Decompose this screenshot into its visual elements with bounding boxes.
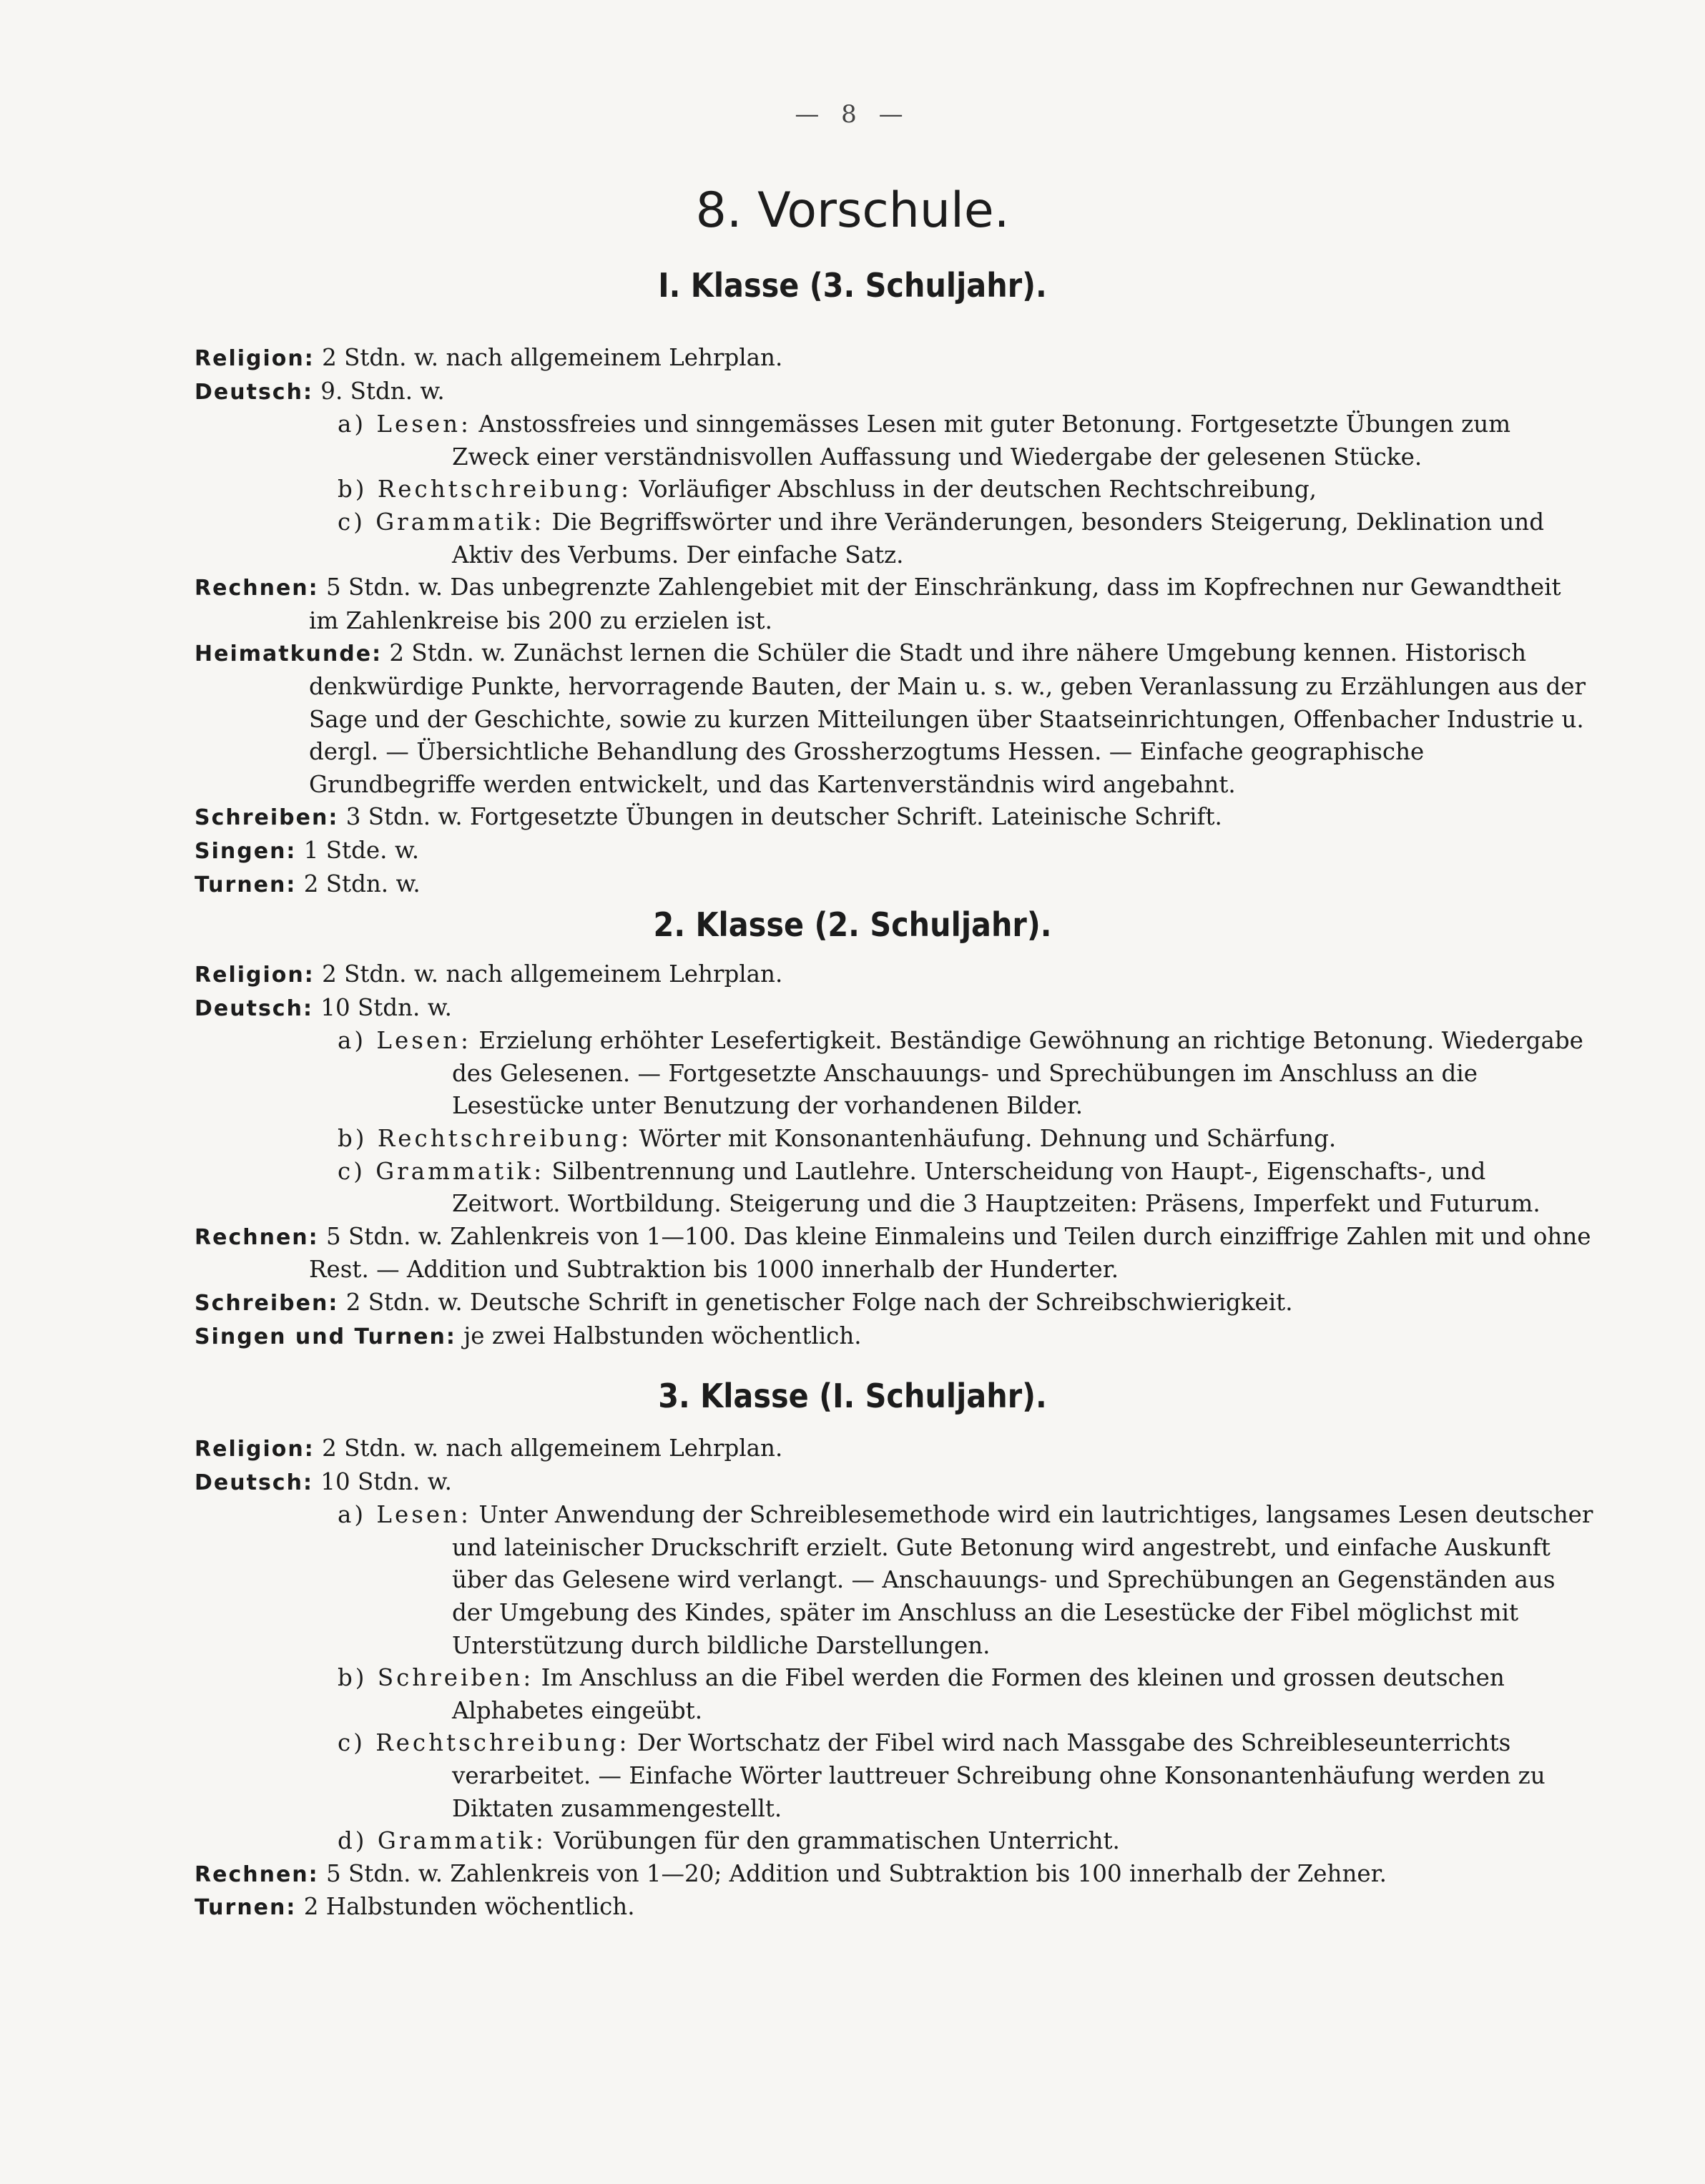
subitem-label: b) Rechtschreibung: xyxy=(338,1124,632,1152)
subject-subitem xyxy=(338,506,1593,571)
subject-name: Singen und Turnen: xyxy=(195,1324,456,1349)
subject-subitem xyxy=(338,1727,1593,1825)
subject-text: 3 Stdn. w. Fortgesetzte Übungen in deutscher Schrift. Lateinische Schrift. xyxy=(345,803,1222,831)
subject-entry xyxy=(195,868,1593,902)
subject-name: Singen: xyxy=(195,838,297,864)
subject-subitem xyxy=(338,1156,1593,1221)
subitem-text: Silbentrennung und Lautlehre. Unterscheidung von Haupt-, Eigenschafts-, und Zeitwort. Wortbildung. Steigerung und die 3 Hauptzeiten: Präsens, Imperfekt und Futurum. xyxy=(452,1157,1541,1218)
subject-text: 5 Stdn. w. Das unbegrenzte Zahlengebiet mit der Einschränkung, dass im Kopfrechnen nur Gewandtheit im Zahlenkreise bis 200 zu erzielen ist. xyxy=(309,574,1561,634)
subject-subitem xyxy=(338,1499,1593,1662)
subject-name: Rechnen: xyxy=(195,1224,319,1250)
subitem-text: Erzielung erhöhter Lesefertigkeit. Beständige Gewöhnung an richtige Betonung. Wiedergabe des Gelesenen. — Fortgesetzte Anschauungs- und Sprechübungen im Anschluss an die Lesestücke unter Benutzung der vorhandenen Bilder. xyxy=(452,1027,1583,1120)
subject-text: 9. Stdn. w. xyxy=(320,377,445,405)
subitem-label: c) Grammatik: xyxy=(338,508,545,536)
subject-text: 2 Stdn. w. Deutsche Schrift in genetischer Folge nach der Schreibschwierigkeit. xyxy=(345,1288,1293,1316)
subject-name: Rechnen: xyxy=(195,1861,319,1887)
subject-subitem xyxy=(338,1662,1593,1727)
subitem-label: a) Lesen: xyxy=(338,1027,471,1055)
subject-entry xyxy=(195,1287,1593,1320)
subject-entry xyxy=(195,801,1593,835)
subitem-label: a) Lesen: xyxy=(338,1501,471,1529)
subitem-label: b) Rechtschreibung: xyxy=(338,476,632,503)
subitem-label: d) Grammatik: xyxy=(338,1827,546,1855)
subject-text: 2 Stdn. w. xyxy=(303,870,421,897)
subitem-text: Der Wortschatz der Fibel wird nach Massgabe des Schreibleseunterrichts verarbeitet. — Einfache Wörter lauttreuer Schreibung ohne Konsonantenhäufung werden zu Diktaten zusammengestellt. xyxy=(452,1729,1546,1822)
subject-text: 2 Stdn. w. Zunächst lernen die Schüler die Stadt und ihre nähere Umgebung kennen. Historisch denkwürdige Punkte, hervorragende Bauten, der Main u. s. w., geben Veranlassung zu Erzählungen aus der Sage und der Geschichte, sowie zu kurzen Mitteilungen über Staatseinrichtungen, Offenbacher Industrie u. dergl. — Übersichtliche Behandlung des Grossherzogtums Hessen. — Einfache geographische Grundbegriffe werden entwickelt, und das Kartenverständnis wird angebahnt. xyxy=(309,639,1586,798)
subitem-text: Wörter mit Konsonantenhäufung. Dehnung und Schärfung. xyxy=(639,1124,1337,1152)
subject-entry xyxy=(195,992,1593,1025)
subject-name: Turnen: xyxy=(195,1895,297,1921)
subitem-label: c) Rechtschreibung: xyxy=(338,1729,630,1757)
subitem-label: a) Lesen: xyxy=(338,410,471,438)
subject-name: Heimatkunde: xyxy=(195,641,383,667)
subject-name: Religion: xyxy=(195,1437,315,1462)
page-title: 8. Vorschule. xyxy=(695,182,1010,239)
class-heading: I. Klasse (3. Schuljahr). xyxy=(658,266,1047,305)
subject-name: Deutsch: xyxy=(195,379,313,405)
subject-entry xyxy=(195,1221,1593,1287)
subject-entry xyxy=(195,1891,1593,1924)
subject-name: Schreiben: xyxy=(195,805,339,831)
subject-entry xyxy=(195,637,1593,801)
subject-name: Deutsch: xyxy=(195,995,313,1021)
page-number: — 8 — xyxy=(795,100,910,129)
subject-text: 2 Stdn. w. nach allgemeinem Lehrplan. xyxy=(322,344,783,371)
subject-text: 10 Stdn. w. xyxy=(320,993,452,1021)
subject-text: 5 Stdn. w. Zahlenkreis von 1—100. Das kleine Einmaleins und Teilen durch einziffrige Zahlen mit und ohne Rest. — Addition und Subtraktion bis 1000 innerhalb der Hunderter. xyxy=(309,1222,1591,1284)
subject-text: je zwei Halbstunden wöchentlich. xyxy=(463,1322,862,1349)
subject-name: Turnen: xyxy=(195,872,297,897)
subitem-text: Im Anschluss an die Fibel werden die Formen des kleinen und grossen deutschen Alphabetes eingeübt. xyxy=(452,1664,1505,1724)
subitem-text: Vorläufiger Abschluss in der deutschen Rechtschreibung, xyxy=(639,476,1317,503)
subject-subitem xyxy=(338,1025,1593,1123)
subject-entry xyxy=(195,1858,1593,1892)
class-heading: 3. Klasse (I. Schuljahr). xyxy=(658,1377,1047,1415)
subject-subitem xyxy=(338,1123,1593,1156)
subject-subitem xyxy=(338,1825,1593,1858)
subject-subitem xyxy=(338,408,1593,473)
subject-entry xyxy=(195,1466,1593,1500)
class-section xyxy=(195,958,1593,1353)
subject-entry xyxy=(195,571,1593,637)
class-heading: 2. Klasse (2. Schuljahr). xyxy=(653,905,1052,944)
subitem-text: Unter Anwendung der Schreiblesemethode wird ein lautrichtiges, langsames Lesen deutscher und lateinischer Druckschrift erzielt. Gute Betonung wird angestrebt, und einfache Auskunft über das Gelesene wird verlangt. — Anschauungs- und Sprechübungen an Gegenständen aus der Umgebung des Kindes, später im Anschluss an die Lesestücke der Fibel möglichst mit Unterstützung durch bildliche Darstellungen. xyxy=(452,1501,1593,1659)
subject-entry xyxy=(195,1432,1593,1466)
subject-text: 2 Stdn. w. nach allgemeinem Lehrplan. xyxy=(322,960,783,988)
subject-text: 1 Stde. w. xyxy=(303,836,420,864)
subject-entry xyxy=(195,835,1593,868)
subitem-text: Die Begriffswörter und ihre Veränderungen, besonders Steigerung, Deklination und Aktiv des Verbums. Der einfache Satz. xyxy=(452,508,1545,569)
subject-text: 2 Stdn. w. nach allgemeinem Lehrplan. xyxy=(322,1435,783,1462)
subitem-label: b) Schreiben: xyxy=(338,1664,534,1692)
subject-entry xyxy=(195,958,1593,992)
subject-name: Religion: xyxy=(195,346,315,371)
subitem-label: c) Grammatik: xyxy=(338,1157,545,1185)
subject-subitem xyxy=(338,473,1593,506)
subject-name: Religion: xyxy=(195,963,315,988)
subject-name: Rechnen: xyxy=(195,576,319,601)
subject-name: Schreiben: xyxy=(195,1290,339,1316)
class-section xyxy=(195,342,1593,901)
subitem-text: Vorübungen für den grammatischen Unterricht. xyxy=(554,1827,1120,1855)
subject-name: Deutsch: xyxy=(195,1470,313,1495)
subject-entry xyxy=(195,342,1593,375)
subject-text: 2 Halbstunden wöchentlich. xyxy=(303,1893,635,1921)
subject-entry xyxy=(195,1320,1593,1354)
subitem-text: Anstossfreies und sinngemässes Lesen mit guter Betonung. Fortgesetzte Übungen zum Zweck einer verständnisvollen Auffassung und Wiedergabe der gelesenen Stücke. xyxy=(452,410,1511,471)
class-section xyxy=(195,1432,1593,1924)
subject-entry xyxy=(195,375,1593,409)
subject-text: 10 Stdn. w. xyxy=(320,1467,452,1495)
subject-text: 5 Stdn. w. Zahlenkreis von 1—20; Addition und Subtraktion bis 100 innerhalb der Zehner. xyxy=(326,1859,1387,1887)
